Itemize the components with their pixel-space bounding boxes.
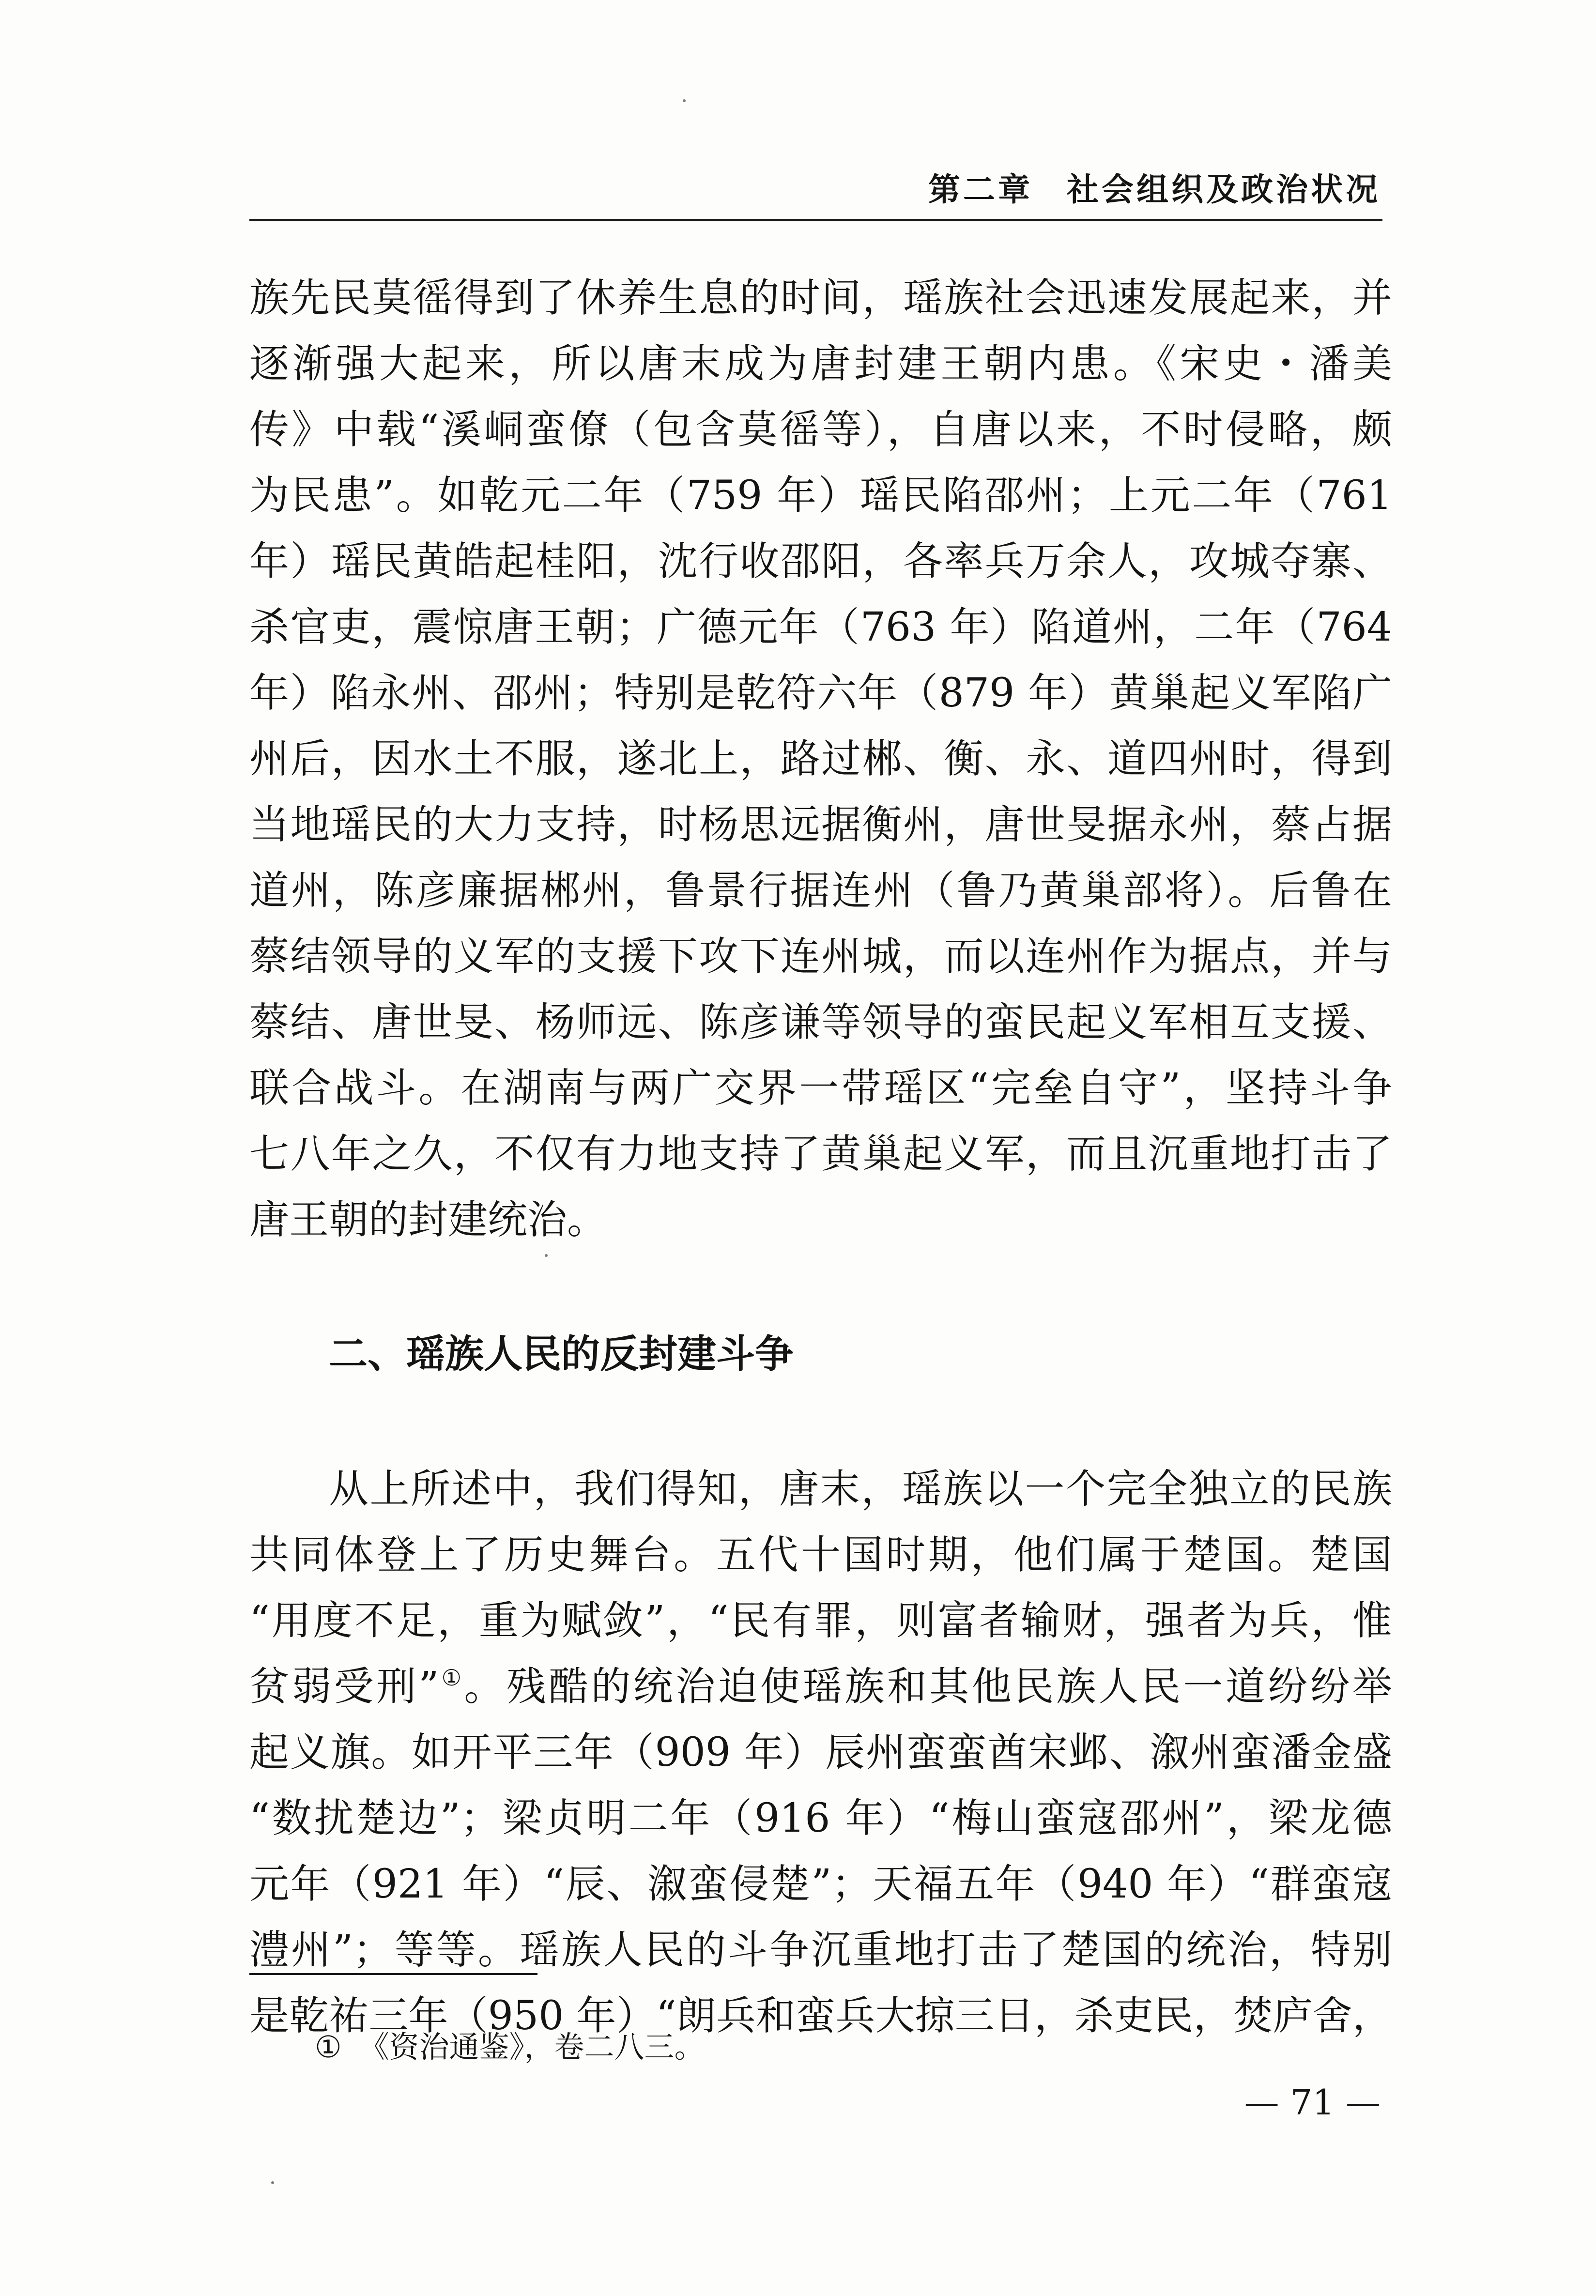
text-line: 澧州”；等等。瑶族人民的斗争沉重地打击了楚国的统治，特别 (249, 1927, 1392, 1973)
paragraph (249, 1456, 1392, 2049)
text-line: 州后，因水土不服，遂北上，路过郴、衡、永、道四州时，得到 (249, 736, 1392, 782)
text-line: 年）陷永州、邵州；特别是乾符六年（879 年）黄巢起义军陷广 (249, 670, 1392, 716)
text-line: 蔡结领导的义军的支援下攻下连州城，而以连州作为据点，并与 (249, 934, 1392, 980)
text-line: 七八年之久，不仅有力地支持了黄巢起义军，而且沉重地打击了 (249, 1131, 1392, 1177)
text-line: 道州，陈彦廉据郴州，鲁景行据连州（鲁乃黄巢部将）。后鲁在 (249, 868, 1392, 914)
footnote (315, 2023, 705, 2066)
chapter-number: 第二章 (928, 170, 1033, 208)
scan-speck (545, 1254, 548, 1257)
text-line: 唐王朝的封建统治。 (249, 1197, 607, 1243)
text-line: 共同体登上了历史舞台。五代十国时期，他们属于楚国。楚国 (249, 1532, 1392, 1578)
scan-speck (271, 2181, 274, 2184)
scan-speck (683, 99, 686, 102)
text-line: 元年（921 年）“辰、溆蛮侵楚”；天福五年（940 年）“群蛮寇 (249, 1861, 1392, 1907)
chapter-title: 社会组织及政治状况 (1067, 170, 1381, 208)
text-line: 传》中载“溪峒蛮僚（包含莫徭等），自唐以来，不时侵略，颇 (249, 407, 1392, 453)
footnote-rule (249, 1973, 537, 1975)
text-line: 族先民莫徭得到了休养生息的时间，瑶族社会迅速发展起来，并 (249, 275, 1392, 321)
text-line: 是乾祐三年（950 年）“朗兵和蛮兵大掠三日，杀吏民，焚庐舍， (249, 1993, 1392, 2039)
page-number: — 71 — (1244, 2082, 1381, 2123)
text-line: 联合战斗。在湖南与两广交界一带瑶区“完垒自守”，坚持斗争 (249, 1065, 1392, 1111)
text-segment: 。残酷的统治迫使瑶族和其他民族人民一道纷纷举 (464, 1664, 1392, 1710)
text-line: 年）瑶民黄皓起桂阳，沈行收邵阳，各率兵万余人，攻城夺寨、 (249, 538, 1392, 584)
text-line: 从上所述中，我们得知，唐末，瑶族以一个完全独立的民族 (329, 1466, 1392, 1512)
footnote-mark: ① (315, 2029, 342, 2065)
paragraph (249, 265, 1392, 1253)
text-line: 当地瑶民的大力支持，时杨思远据衡州，唐世旻据永州，蔡占据 (249, 802, 1392, 848)
text-line: 杀官吏，震惊唐王朝；广德元年（763 年）陷道州，二年（764 (249, 604, 1392, 650)
footnote-text: 《资治通鉴》，卷二八三。 (359, 2029, 705, 2065)
body-text (249, 265, 1392, 2049)
text-line: “数扰楚边”；梁贞明二年（916 年）“梅山蛮寇邵州”，梁龙德 (249, 1795, 1392, 1841)
text-segment: 贫弱受刑” (249, 1664, 439, 1710)
text-line: 蔡结、唐世旻、杨师远、陈彦谦等领导的蛮民起义军相互支援、 (249, 999, 1392, 1045)
section-heading: 二、瑶族人民的反封建斗争 (329, 1331, 794, 1377)
text-line: 逐渐强大起来，所以唐末成为唐封建王朝内患。《宋史・潘美 (249, 341, 1392, 387)
footnote-reference: ① (439, 1665, 464, 1691)
running-head (928, 164, 1381, 210)
text-line: 起义旗。如开平三年（909 年）辰州蛮蛮酋宋邺、溆州蛮潘金盛 (249, 1730, 1392, 1776)
text-line-with-footnote (249, 1654, 1392, 1720)
text-line: “用度不足，重为赋敛”，“民有罪，则富者输财，强者为兵，惟 (249, 1598, 1392, 1644)
header-rule (249, 219, 1382, 221)
text-line: 为民患”。如乾元二年（759 年）瑶民陷邵州；上元二年（761 (249, 473, 1392, 519)
